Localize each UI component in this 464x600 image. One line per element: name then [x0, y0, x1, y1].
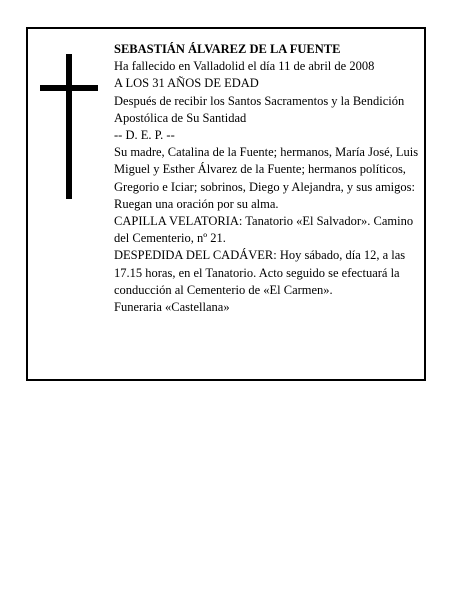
- death-place-date: Ha fallecido en Valladolid el día 11 de abril de 2008: [114, 59, 375, 74]
- cross-horizontal-bar: [40, 85, 98, 91]
- family-line: Su madre, Catalina de la Fuente; hermanos, María José, Luis Miguel y Esther Álvarez de la Fuente; hermanos políticos, Gregorio e Iciar; sobrinos, Diego y Alejandra, y sus amigos:: [114, 145, 419, 194]
- funeral-home-line: Funeraria «Castellana»: [114, 300, 230, 315]
- prayer-line: Ruegan una oración por su alma.: [114, 196, 279, 211]
- rip-line: -- D. E. P. --: [114, 128, 175, 143]
- deceased-name: SEBASTIÁN ÁLVAREZ DE LA FUENTE: [114, 42, 341, 56]
- farewell-line: DESPEDIDA DEL CADÁVER: Hoy sábado, día 12, a las 17.15 horas, en el Tanatorio. Acto seguido se efectuará la conducción al Cementerio de «El Carmen».: [114, 248, 406, 297]
- obituary-text: [114, 41, 424, 316]
- cross-icon: [40, 54, 100, 199]
- cross-vertical-bar: [66, 54, 72, 199]
- sacraments-line: Después de recibir los Santos Sacramentos y la Bendición Apostólica de Su Santidad: [114, 93, 405, 125]
- age-line: A LOS 31 AÑOS DE EDAD: [114, 76, 259, 91]
- chapel-line: CAPILLA VELATORIA: Tanatorio «El Salvador». Camino del Cementerio, nº 21.: [114, 214, 414, 246]
- obituary-notice: [26, 27, 426, 381]
